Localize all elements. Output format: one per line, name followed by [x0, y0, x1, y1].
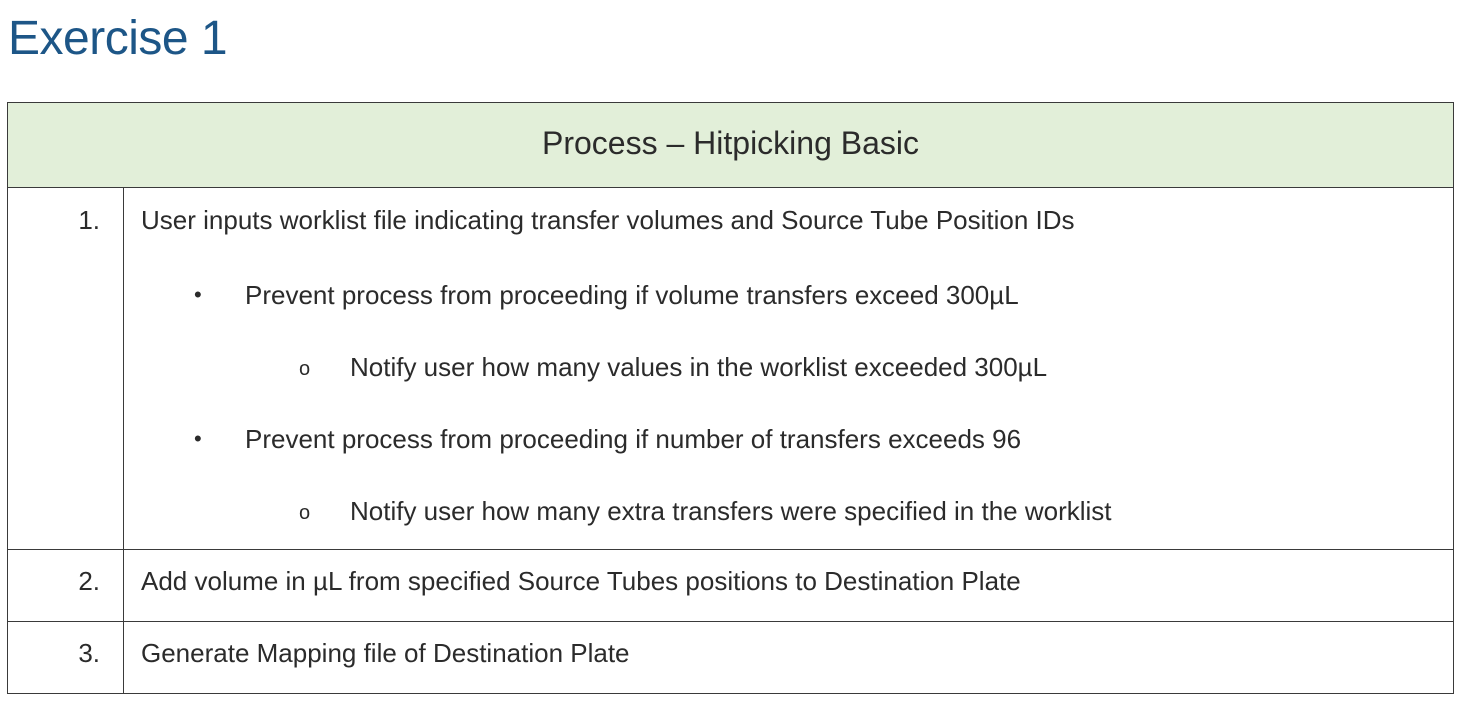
bullet-marker: •: [194, 282, 202, 307]
step-number: 1.: [8, 188, 124, 550]
page-title: Exercise 1: [8, 12, 228, 65]
table-header: [8, 103, 1454, 188]
step-text: Generate Mapping file of Destination Plate: [124, 622, 1454, 694]
bullet-text: Prevent process from proceeding if number of transfers exceeds 96: [245, 424, 1022, 454]
step-number: 3.: [8, 622, 124, 694]
step-number: 2.: [8, 550, 124, 622]
sub-bullet-item: [141, 496, 1453, 526]
process-table: [7, 102, 1454, 694]
sub-bullet-text: Notify user how many extra transfers were specified in the worklist: [350, 496, 1112, 526]
sub-bullet-marker: o: [299, 502, 311, 524]
sub-bullet-marker: o: [299, 358, 311, 380]
table-row: [8, 550, 1454, 622]
sub-bullet-text: Notify user how many values in the worklist exceeded 300µL: [350, 352, 1048, 382]
bullet-marker: •: [194, 426, 202, 451]
bullet-item: [141, 280, 1453, 310]
bullet-text: Prevent process from proceeding if volume transfers exceed 300µL: [245, 280, 1019, 310]
step-text: User inputs worklist file indicating transfer volumes and Source Tube Position IDs: [141, 205, 1075, 235]
table-header-label: Process – Hitpicking Basic: [541, 124, 920, 161]
step-content: [124, 188, 1454, 550]
step-text: Add volume in µL from specified Source Tubes positions to Destination Plate: [124, 550, 1454, 622]
table-row: [8, 188, 1454, 550]
bullet-item: [141, 424, 1453, 454]
table-header-row: [8, 103, 1454, 188]
table-row: [8, 622, 1454, 694]
sub-bullet-item: [141, 352, 1453, 382]
